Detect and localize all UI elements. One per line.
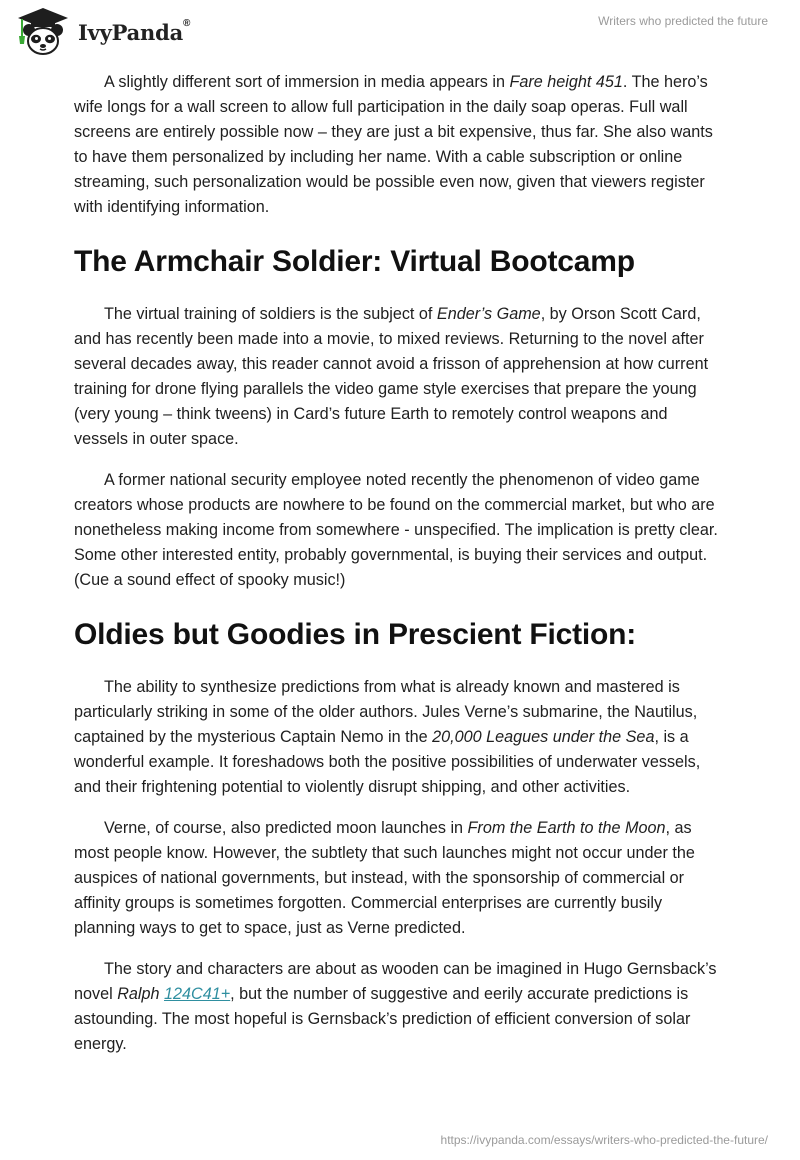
brand-name: [78, 17, 191, 45]
text-run: , but the number of suggestive and eerily accurate predictions is astounding. The most hopeful is Gernsback’s prediction of efficient conversion of solar energy.: [74, 985, 691, 1053]
document-title: Writers who predicted the future: [598, 14, 768, 28]
text-run: The ability to synthesize predictions from what is already known and mastered is particularly striking in some of the older authors. Jules Verne’s submarine, the Nautilus, captained by the mysterious Captain Nemo in the: [74, 678, 698, 746]
registered-mark: ®: [183, 17, 191, 29]
text-run: The virtual training of soldiers is the subject of: [104, 305, 437, 323]
text-run: Verne, of course, also predicted moon launches in: [104, 819, 468, 837]
book-title: Fare height 451: [509, 73, 623, 91]
article-body: [74, 70, 722, 1073]
book-title: From the Earth to the Moon: [467, 819, 666, 837]
text-run: , by Orson Scott Card, and has recently been made into a movie, to mixed reviews. Returning to the novel after several decades away, this reader cannot avoid a frisson of apprehension at how current training for drone flying parallels the video game style exercises that prepare the young (very young – think tweens) in Card’s future Earth to remotely control weapons and vessels in outer space.: [74, 305, 709, 448]
book-link-124c41[interactable]: 124C41+: [164, 985, 231, 1003]
panda-graduate-icon: [14, 6, 72, 58]
paragraph-enders-game: [74, 302, 722, 452]
book-title: Ralph: [117, 985, 160, 1003]
ivypanda-logo[interactable]: [14, 6, 190, 58]
source-url: https://ivypanda.com/essays/writers-who-predicted-the-future/: [440, 1133, 768, 1147]
text-run: , is a wonderful example. It foreshadows both the positive possibilities of underwater vessels, and their frightening potential to violently disrupt shipping, and other activities.: [74, 728, 701, 796]
page-header: [0, 0, 800, 64]
brand-label: IvyPanda: [78, 19, 184, 45]
text-run: The story and characters are about as wooden can be imagined in Hugo Gernsback’s novel: [74, 960, 717, 1003]
text-run: , as most people know. However, the subtlety that such launches might not occur under the auspices of national governments, but instead, with the sponsorship of commercial or affinity groups is sometimes forgotten. Commercial enterprises are currently busily planning ways to get to space, just as Verne predicted.: [74, 819, 695, 937]
heading-armchair-soldier: The Armchair Soldier: Virtual Bootcamp: [74, 245, 635, 278]
book-title: 20,000 Leagues under the Sea: [432, 728, 655, 746]
book-title: Ender’s Game: [436, 305, 541, 323]
paragraph-video-game-creators: A former national security employee noted recently the phenomenon of video game creators whose products are nowhere to be found on the commercial market, but who are nonetheless making income from somewhere - unspecified. The implication is pretty clear. Some other interested entity, probably governmental, is buying their services and output. (Cue a sound effect of spooky music!): [74, 471, 718, 589]
heading-oldies-but-goodies: Oldies but Goodies in Prescient Fiction:: [74, 618, 637, 651]
paragraph-fahrenheit: [74, 70, 722, 220]
paragraph-nautilus: [74, 675, 722, 800]
text-run: A slightly different sort of immersion in media appears in: [104, 73, 510, 91]
text-run: . The hero’s wife longs for a wall screen to allow full participation in the daily soap operas. Full wall screens are entirely possible now – they are just a bit expensive, thus far. She also wants to have them personalized by including her name. With a cable subscription or online streaming, such personalization would be possible even now, given that viewers register with identifying information.: [74, 73, 713, 216]
paragraph-gernsback: [74, 957, 722, 1057]
paragraph-moon-launches: [74, 816, 722, 941]
